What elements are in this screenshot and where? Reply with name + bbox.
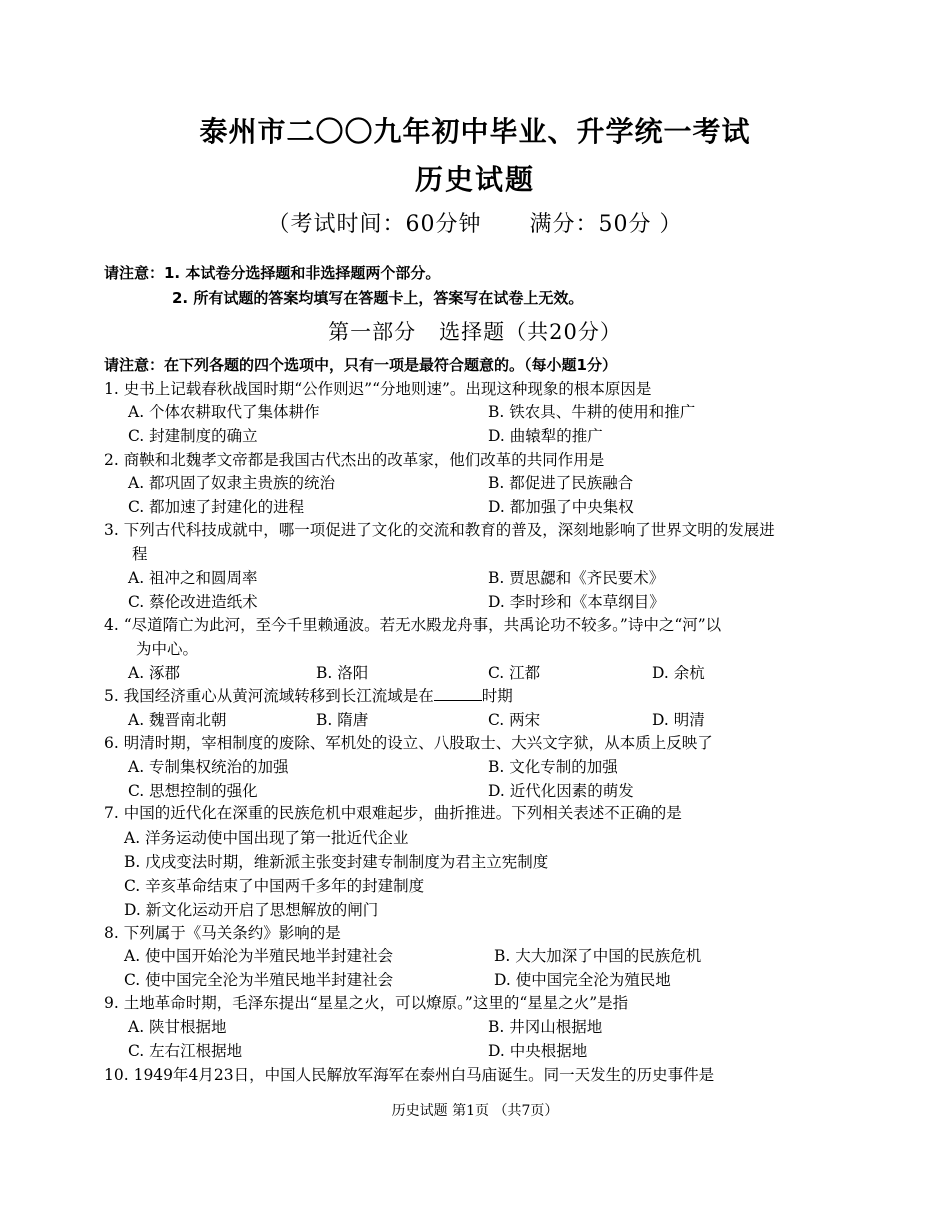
question-3-option-d: D. 李时珍和《本草纲目》 [488, 593, 665, 611]
question-4-option-d: D. 余杭 [652, 664, 705, 682]
subject-title: 历史试题 [414, 163, 535, 196]
question-2-option-a: A. 都巩固了奴隶主贵族的统治 [128, 474, 336, 492]
question-5-option-c: C. 两宋 [488, 711, 541, 729]
question-5-stem-start: 5. 我国经济重心从黄河流域转移到长江流域是在 [104, 687, 434, 705]
question-2-option-b: B. 都促进了民族融合 [488, 474, 634, 492]
question-8-option-b: B. 大大加深了中国的民族危机 [494, 947, 702, 965]
question-8-option-d: D. 使中国完全沦为殖民地 [494, 971, 671, 989]
question-6-option-d: D. 近代化因素的萌发 [488, 782, 634, 800]
question-1-option-d: D. 曲辕犁的推广 [488, 427, 603, 445]
question-3-stem: 3. 下列古代科技成就中，哪一项促进了文化的交流和教育的普及，深刻地影响了世界文明的发展进 [104, 521, 775, 539]
question-6-option-c: C. 思想控制的强化 [128, 782, 258, 800]
question-5-option-a: A. 魏晋南北朝 [128, 711, 227, 729]
question-3-option-c: C. 蔡伦改进造纸术 [128, 593, 258, 611]
question-1-option-a: A. 个体农耕取代了集体耕作 [128, 403, 320, 421]
exam-info: （考试时间：60分钟 满分：50分 ） [267, 212, 683, 237]
question-8-stem: 8. 下列属于《马关条约》影响的是 [104, 924, 341, 942]
question-9-option-d: D. 中央根据地 [488, 1042, 588, 1060]
question-4-option-a: A. 涿郡 [128, 664, 181, 682]
question-7-option-a: A. 洋务运动使中国出现了第一批近代企业 [124, 829, 409, 847]
question-4-option-b: B. 洛阳 [316, 664, 369, 682]
question-9-option-c: C. 左右江根据地 [128, 1042, 243, 1060]
question-1-option-c: C. 封建制度的确立 [128, 427, 258, 445]
question-10-stem: 10. 1949年4月23日，中国人民解放军海军在泰州白马庙诞生。同一天发生的历史事件是 [104, 1066, 715, 1084]
question-6-stem: 6. 明清时期，宰相制度的废除、军机处的设立、八股取士、大兴文字狱，从本质上反映了 [104, 734, 713, 752]
question-5-option-d: D. 明清 [652, 711, 705, 729]
question-7-option-b: B. 戊戌变法时期，维新派主张变封建专制制度为君主立宪制度 [124, 853, 549, 871]
question-3-option-b: B. 贾思勰和《齐民要术》 [488, 569, 665, 587]
question-6-option-a: A. 专制集权统治的加强 [128, 758, 289, 776]
question-8-option-a: A. 使中国开始沦为半殖民地半封建社会 [124, 947, 394, 965]
question-1-stem: 1. 史书上记载春秋战国时期“公作则迟”“分地则速”。出现这种现象的根本原因是 [104, 380, 652, 398]
question-4-stem-continued: 为中心。 [136, 640, 199, 658]
question-2-stem: 2. 商鞅和北魏孝文帝都是我国古代杰出的改革家，他们改革的共同作用是 [104, 451, 605, 469]
question-5-option-b: B. 隋唐 [316, 711, 369, 729]
question-4-stem: 4. “尽道隋亡为此河，至今千里赖通波。若无水殿龙舟事，共禹论功不较多。”诗中之“河”以 [104, 616, 722, 634]
answer-blank [434, 686, 482, 701]
question-3-option-a: A. 祖冲之和圆周率 [128, 569, 258, 587]
notice-line-1: 请注意：1. 本试卷分选择题和非选择题两个部分。 [104, 264, 441, 282]
question-7-option-d: D. 新文化运动开启了思想解放的闸门 [124, 901, 379, 919]
question-9-option-a: A. 陕甘根据地 [128, 1018, 227, 1036]
question-9-stem: 9. 土地革命时期，毛泽东提出“星星之火，可以燎原。”这里的“星星之火”是指 [104, 994, 629, 1012]
notice-line-2: 2. 所有试题的答案均填写在答题卡上，答案写在试卷上无效。 [172, 289, 584, 307]
question-4-option-c: C. 江都 [488, 664, 541, 682]
question-9-option-b: B. 井冈山根据地 [488, 1018, 603, 1036]
question-7-stem: 7. 中国的近代化在深重的民族危机中艰难起步，曲折推进。下列相关表述不正确的是 [104, 804, 682, 822]
section-instruction: 请注意：在下列各题的四个选项中，只有一项是最符合题意的。（每小题1分） [104, 356, 617, 374]
question-8-option-c: C. 使中国完全沦为半殖民地半封建社会 [124, 971, 394, 989]
page-footer: 历史试题 第1页 （共7页） [391, 1103, 559, 1119]
question-2-option-d: D. 都加强了中央集权 [488, 498, 634, 516]
exam-title: 泰州市二〇〇九年初中毕业、升学统一考试 [199, 115, 751, 148]
question-2-option-c: C. 都加速了封建化的进程 [128, 498, 305, 516]
question-6-option-b: B. 文化专制的加强 [488, 758, 618, 776]
question-5-stem-end: 时期 [481, 687, 513, 705]
section-title: 第一部分 选择题（共20分） [328, 320, 622, 344]
question-3-stem-continued: 程 [132, 545, 148, 563]
question-5-stem [104, 686, 513, 706]
question-1-option-b: B. 铁农具、牛耕的使用和推广 [488, 403, 696, 421]
question-7-option-c: C. 辛亥革命结束了中国两千多年的封建制度 [124, 877, 425, 895]
